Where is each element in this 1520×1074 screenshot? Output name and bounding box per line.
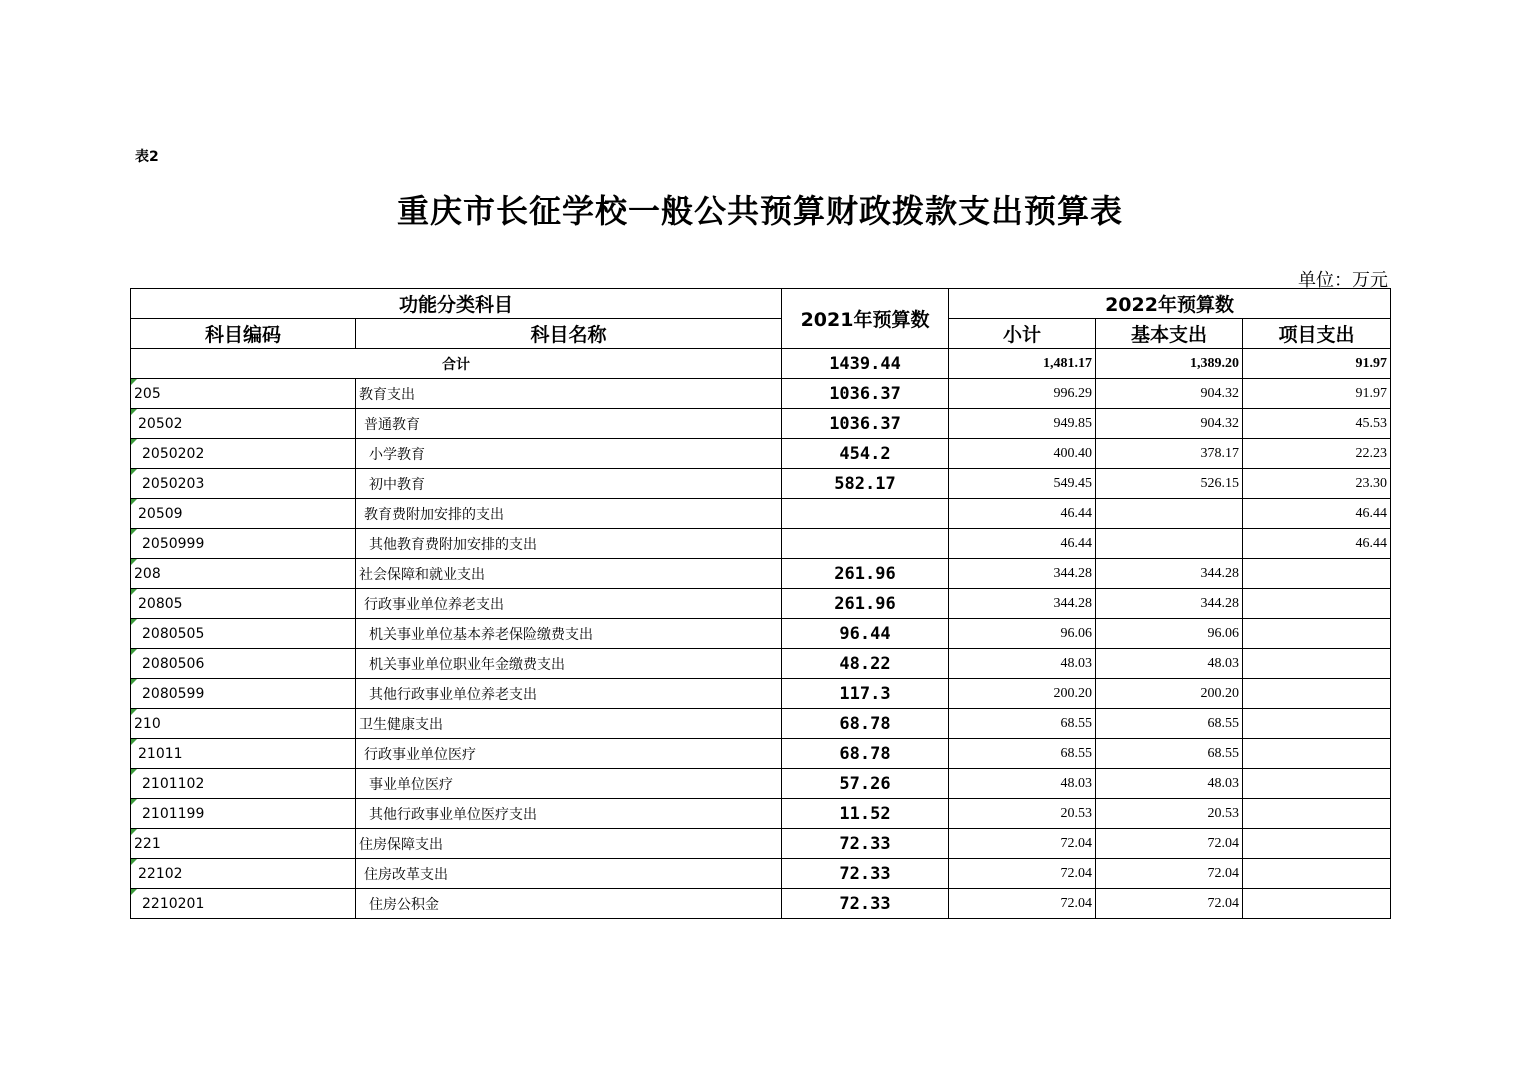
row-subtotal: 949.85 xyxy=(949,409,1096,439)
page-title: 重庆市长征学校一般公共预算财政拨款支出预算表 xyxy=(396,192,1123,230)
row-basic: 526.15 xyxy=(1096,469,1243,499)
row-subtotal: 46.44 xyxy=(949,529,1096,559)
row-basic: 72.04 xyxy=(1096,859,1243,889)
row-project: 22.23 xyxy=(1243,439,1391,469)
row-code: 2080505 xyxy=(131,619,356,649)
row-budget-2021: 72.33 xyxy=(782,829,949,859)
row-name: 住房公积金 xyxy=(356,889,782,919)
budget-table xyxy=(130,288,1391,919)
row-name: 教育费附加安排的支出 xyxy=(356,499,782,529)
unit-label: 单位：万元 xyxy=(1298,270,1388,291)
row-name: 机关事业单位职业年金缴费支出 xyxy=(356,649,782,679)
row-subtotal: 68.55 xyxy=(949,709,1096,739)
header-project: 项目支出 xyxy=(1243,319,1391,349)
row-budget-2021: 72.33 xyxy=(782,859,949,889)
row-code: 20509 xyxy=(131,499,356,529)
row-code: 210 xyxy=(131,709,356,739)
row-subtotal: 20.53 xyxy=(949,799,1096,829)
row-basic xyxy=(1096,499,1243,529)
row-budget-2021: 96.44 xyxy=(782,619,949,649)
row-name: 其他教育费附加安排的支出 xyxy=(356,529,782,559)
row-basic: 68.55 xyxy=(1096,739,1243,769)
row-name: 小学教育 xyxy=(356,439,782,469)
row-budget-2021: 1036.37 xyxy=(782,409,949,439)
row-name: 事业单位医疗 xyxy=(356,769,782,799)
row-code: 2050999 xyxy=(131,529,356,559)
row-project: 45.53 xyxy=(1243,409,1391,439)
row-subtotal: 68.55 xyxy=(949,739,1096,769)
row-subtotal: 400.40 xyxy=(949,439,1096,469)
row-project xyxy=(1243,619,1391,649)
row-basic: 200.20 xyxy=(1096,679,1243,709)
row-budget-2021 xyxy=(782,499,949,529)
row-project xyxy=(1243,649,1391,679)
row-basic: 96.06 xyxy=(1096,619,1243,649)
header-func-group: 功能分类科目 xyxy=(131,289,782,319)
row-code: 20502 xyxy=(131,409,356,439)
row-budget-2021: 1036.37 xyxy=(782,379,949,409)
table-tag: 表2 xyxy=(135,149,159,165)
row-budget-2021: 68.78 xyxy=(782,709,949,739)
row-subtotal: 344.28 xyxy=(949,559,1096,589)
row-code: 205 xyxy=(131,379,356,409)
row-basic xyxy=(1096,529,1243,559)
row-code: 208 xyxy=(131,559,356,589)
row-budget-2021: 72.33 xyxy=(782,889,949,919)
row-budget-2021: 11.52 xyxy=(782,799,949,829)
row-project xyxy=(1243,709,1391,739)
row-basic: 72.04 xyxy=(1096,829,1243,859)
row-project xyxy=(1243,739,1391,769)
row-subtotal: 48.03 xyxy=(949,649,1096,679)
header-budget-2021: 2021年预算数 xyxy=(782,289,949,349)
row-name: 行政事业单位养老支出 xyxy=(356,589,782,619)
row-basic: 20.53 xyxy=(1096,799,1243,829)
table-row xyxy=(131,679,1391,709)
row-budget-2021: 48.22 xyxy=(782,649,949,679)
total-basic: 1,389.20 xyxy=(1096,349,1243,379)
row-name: 其他行政事业单位养老支出 xyxy=(356,679,782,709)
row-code: 21011 xyxy=(131,739,356,769)
row-code: 2101102 xyxy=(131,769,356,799)
row-project xyxy=(1243,829,1391,859)
row-name: 卫生健康支出 xyxy=(356,709,782,739)
table-row xyxy=(131,379,1391,409)
row-basic: 344.28 xyxy=(1096,589,1243,619)
row-project xyxy=(1243,859,1391,889)
row-project: 91.97 xyxy=(1243,379,1391,409)
row-basic: 72.04 xyxy=(1096,889,1243,919)
table-row xyxy=(131,889,1391,919)
row-subtotal: 48.03 xyxy=(949,769,1096,799)
total-label: 合计 xyxy=(131,349,782,379)
total-subtotal: 1,481.17 xyxy=(949,349,1096,379)
row-code: 2210201 xyxy=(131,889,356,919)
row-code: 2080599 xyxy=(131,679,356,709)
row-project xyxy=(1243,589,1391,619)
row-project xyxy=(1243,889,1391,919)
row-code: 20805 xyxy=(131,589,356,619)
header-name: 科目名称 xyxy=(356,319,782,349)
header-code: 科目编码 xyxy=(131,319,356,349)
row-subtotal: 200.20 xyxy=(949,679,1096,709)
table-row xyxy=(131,739,1391,769)
row-project xyxy=(1243,559,1391,589)
row-project: 46.44 xyxy=(1243,499,1391,529)
table-row xyxy=(131,769,1391,799)
row-project: 46.44 xyxy=(1243,529,1391,559)
row-basic: 48.03 xyxy=(1096,769,1243,799)
row-subtotal: 996.29 xyxy=(949,379,1096,409)
table-row xyxy=(131,829,1391,859)
row-project xyxy=(1243,799,1391,829)
row-name: 初中教育 xyxy=(356,469,782,499)
table-row xyxy=(131,439,1391,469)
row-subtotal: 72.04 xyxy=(949,889,1096,919)
row-basic: 904.32 xyxy=(1096,379,1243,409)
total-project: 91.97 xyxy=(1243,349,1391,379)
row-budget-2021: 582.17 xyxy=(782,469,949,499)
row-basic: 378.17 xyxy=(1096,439,1243,469)
row-budget-2021: 454.2 xyxy=(782,439,949,469)
table-row xyxy=(131,559,1391,589)
row-basic: 344.28 xyxy=(1096,559,1243,589)
header-basic: 基本支出 xyxy=(1096,319,1243,349)
table-row xyxy=(131,529,1391,559)
row-name: 住房保障支出 xyxy=(356,829,782,859)
row-name: 社会保障和就业支出 xyxy=(356,559,782,589)
row-subtotal: 72.04 xyxy=(949,829,1096,859)
table-row xyxy=(131,709,1391,739)
row-name: 住房改革支出 xyxy=(356,859,782,889)
table-row xyxy=(131,409,1391,439)
row-code: 221 xyxy=(131,829,356,859)
table-row xyxy=(131,469,1391,499)
row-name: 普通教育 xyxy=(356,409,782,439)
row-name: 教育支出 xyxy=(356,379,782,409)
row-budget-2021 xyxy=(782,529,949,559)
row-budget-2021: 68.78 xyxy=(782,739,949,769)
row-name: 机关事业单位基本养老保险缴费支出 xyxy=(356,619,782,649)
total-row xyxy=(131,349,1391,379)
row-subtotal: 46.44 xyxy=(949,499,1096,529)
table-row xyxy=(131,589,1391,619)
row-project xyxy=(1243,769,1391,799)
table-row xyxy=(131,859,1391,889)
row-budget-2021: 57.26 xyxy=(782,769,949,799)
row-code: 22102 xyxy=(131,859,356,889)
row-subtotal: 96.06 xyxy=(949,619,1096,649)
row-subtotal: 344.28 xyxy=(949,589,1096,619)
total-budget-2021: 1439.44 xyxy=(782,349,949,379)
row-name: 行政事业单位医疗 xyxy=(356,739,782,769)
header-budget-2022: 2022年预算数 xyxy=(949,289,1391,319)
row-subtotal: 549.45 xyxy=(949,469,1096,499)
row-budget-2021: 117.3 xyxy=(782,679,949,709)
row-code: 2050203 xyxy=(131,469,356,499)
row-budget-2021: 261.96 xyxy=(782,589,949,619)
row-code: 2101199 xyxy=(131,799,356,829)
table-row xyxy=(131,799,1391,829)
row-code: 2050202 xyxy=(131,439,356,469)
table-row xyxy=(131,649,1391,679)
row-project xyxy=(1243,679,1391,709)
row-subtotal: 72.04 xyxy=(949,859,1096,889)
table-row xyxy=(131,619,1391,649)
row-code: 2080506 xyxy=(131,649,356,679)
header-subtotal: 小计 xyxy=(949,319,1096,349)
row-name: 其他行政事业单位医疗支出 xyxy=(356,799,782,829)
row-basic: 68.55 xyxy=(1096,709,1243,739)
row-budget-2021: 261.96 xyxy=(782,559,949,589)
row-basic: 904.32 xyxy=(1096,409,1243,439)
row-basic: 48.03 xyxy=(1096,649,1243,679)
table-row xyxy=(131,499,1391,529)
row-project: 23.30 xyxy=(1243,469,1391,499)
